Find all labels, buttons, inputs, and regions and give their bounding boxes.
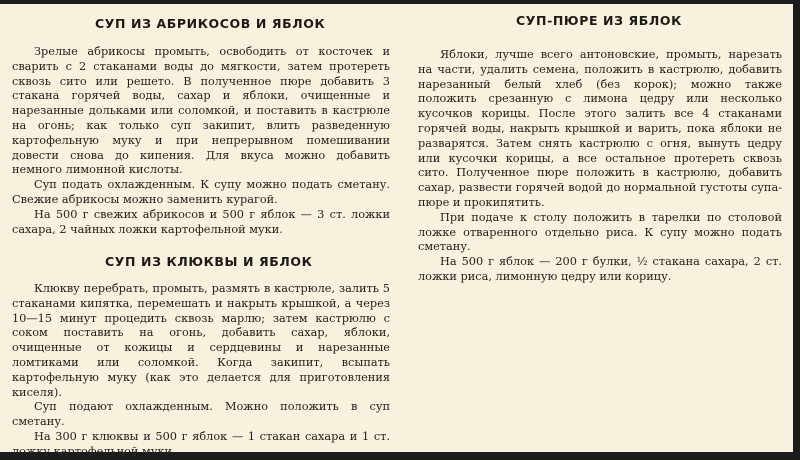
recipe-paragraph: Зрелые абрикосы промыть, освободить от косточек и сварить с 2 стаканами воды до мягкости, затем протереть сквозь сито или решето. В полученное пюре добавить 3 стакана горячей воды, сахар и яблоки, очищенные и нарезанные дольками или соломкой, и поставить в кастрюле на огонь; как только суп закипит, влить разведенную картофельную муку и при непрерывном помешивании довести снова до кипения. Для вкуса можно добавить немного лимонной кислоты. bbox=[12, 45, 390, 177]
recipe-body bbox=[418, 48, 782, 285]
recipe-paragraph: На 300 г клюквы и 500 г яблок — 1 стакан сахара и 1 ст. ложку картофельной муки. bbox=[12, 429, 390, 458]
recipe-body bbox=[12, 45, 390, 237]
recipe-title: СУП ИЗ АБРИКОСОВ И ЯБЛОК bbox=[95, 16, 326, 31]
recipe-paragraph: Яблоки, лучше всего антоновские, промыть, нарезать на части, удалить семена, положить в кастрюлю, добавить нарезанный белый хлеб (без корок); можно также положить срезанную с лимона цедру или несколько кусочков корицы. После этого залить все 4 стаканами горячей воды, накрыть крышкой и варить, пока яблоки не разварятся. Затем снять кастрюлю с огня, вынуть цедру или кусочки корицы, а все остальное протереть сквозь сито. Полученное пюре положить в кастрюлю, добавить сахар, развести горячей водой до нормальной густоты супа-пюре и прокипятить. bbox=[418, 48, 782, 209]
cookbook-page bbox=[0, 4, 793, 458]
recipe-paragraph: При подаче к столу положить в тарелки по столовой ложке отваренного отдельно риса. К супу можно подать сметану. bbox=[418, 210, 782, 254]
recipe-body bbox=[12, 282, 390, 460]
recipe-paragraph: Клюкву перебрать, промыть, размять в кастрюле, залить 5 стаканами кипятка, перемешать и накрыть крышкой, а через 10—15 минут процедить сквозь марлю; затем кастрюлю с соком поставить на огонь, добавить сахар, яблоки, очищенные от кожицы и сердцевины и нарезанные ломтиками или соломкой. Когда закипит, всыпать картофельную муку (как это делается для приготовления киселя). bbox=[12, 282, 390, 399]
recipe-paragraph: Суп подают охлажденным. Можно положить в суп сметану. bbox=[12, 400, 390, 429]
recipe-paragraph: Суп подать охлажденным. К супу можно подать сметану. Свежие абрикосы можно заменить курагой. bbox=[12, 178, 390, 206]
recipe-paragraph: На 500 г яблок — 200 г булки, ½ стакана сахара, 2 ст. ложки риса, лимонную цедру или корицу. bbox=[418, 255, 782, 283]
recipe-title: СУП-ПЮРЕ ИЗ ЯБЛОК bbox=[516, 13, 682, 28]
recipe-paragraph: На 500 г свежих абрикосов и 500 г яблок — 3 ст. ложки сахара, 2 чайных ложки картофельной муки. bbox=[12, 207, 390, 236]
recipe-title: СУП ИЗ КЛЮКВЫ И ЯБЛОК bbox=[105, 254, 313, 269]
